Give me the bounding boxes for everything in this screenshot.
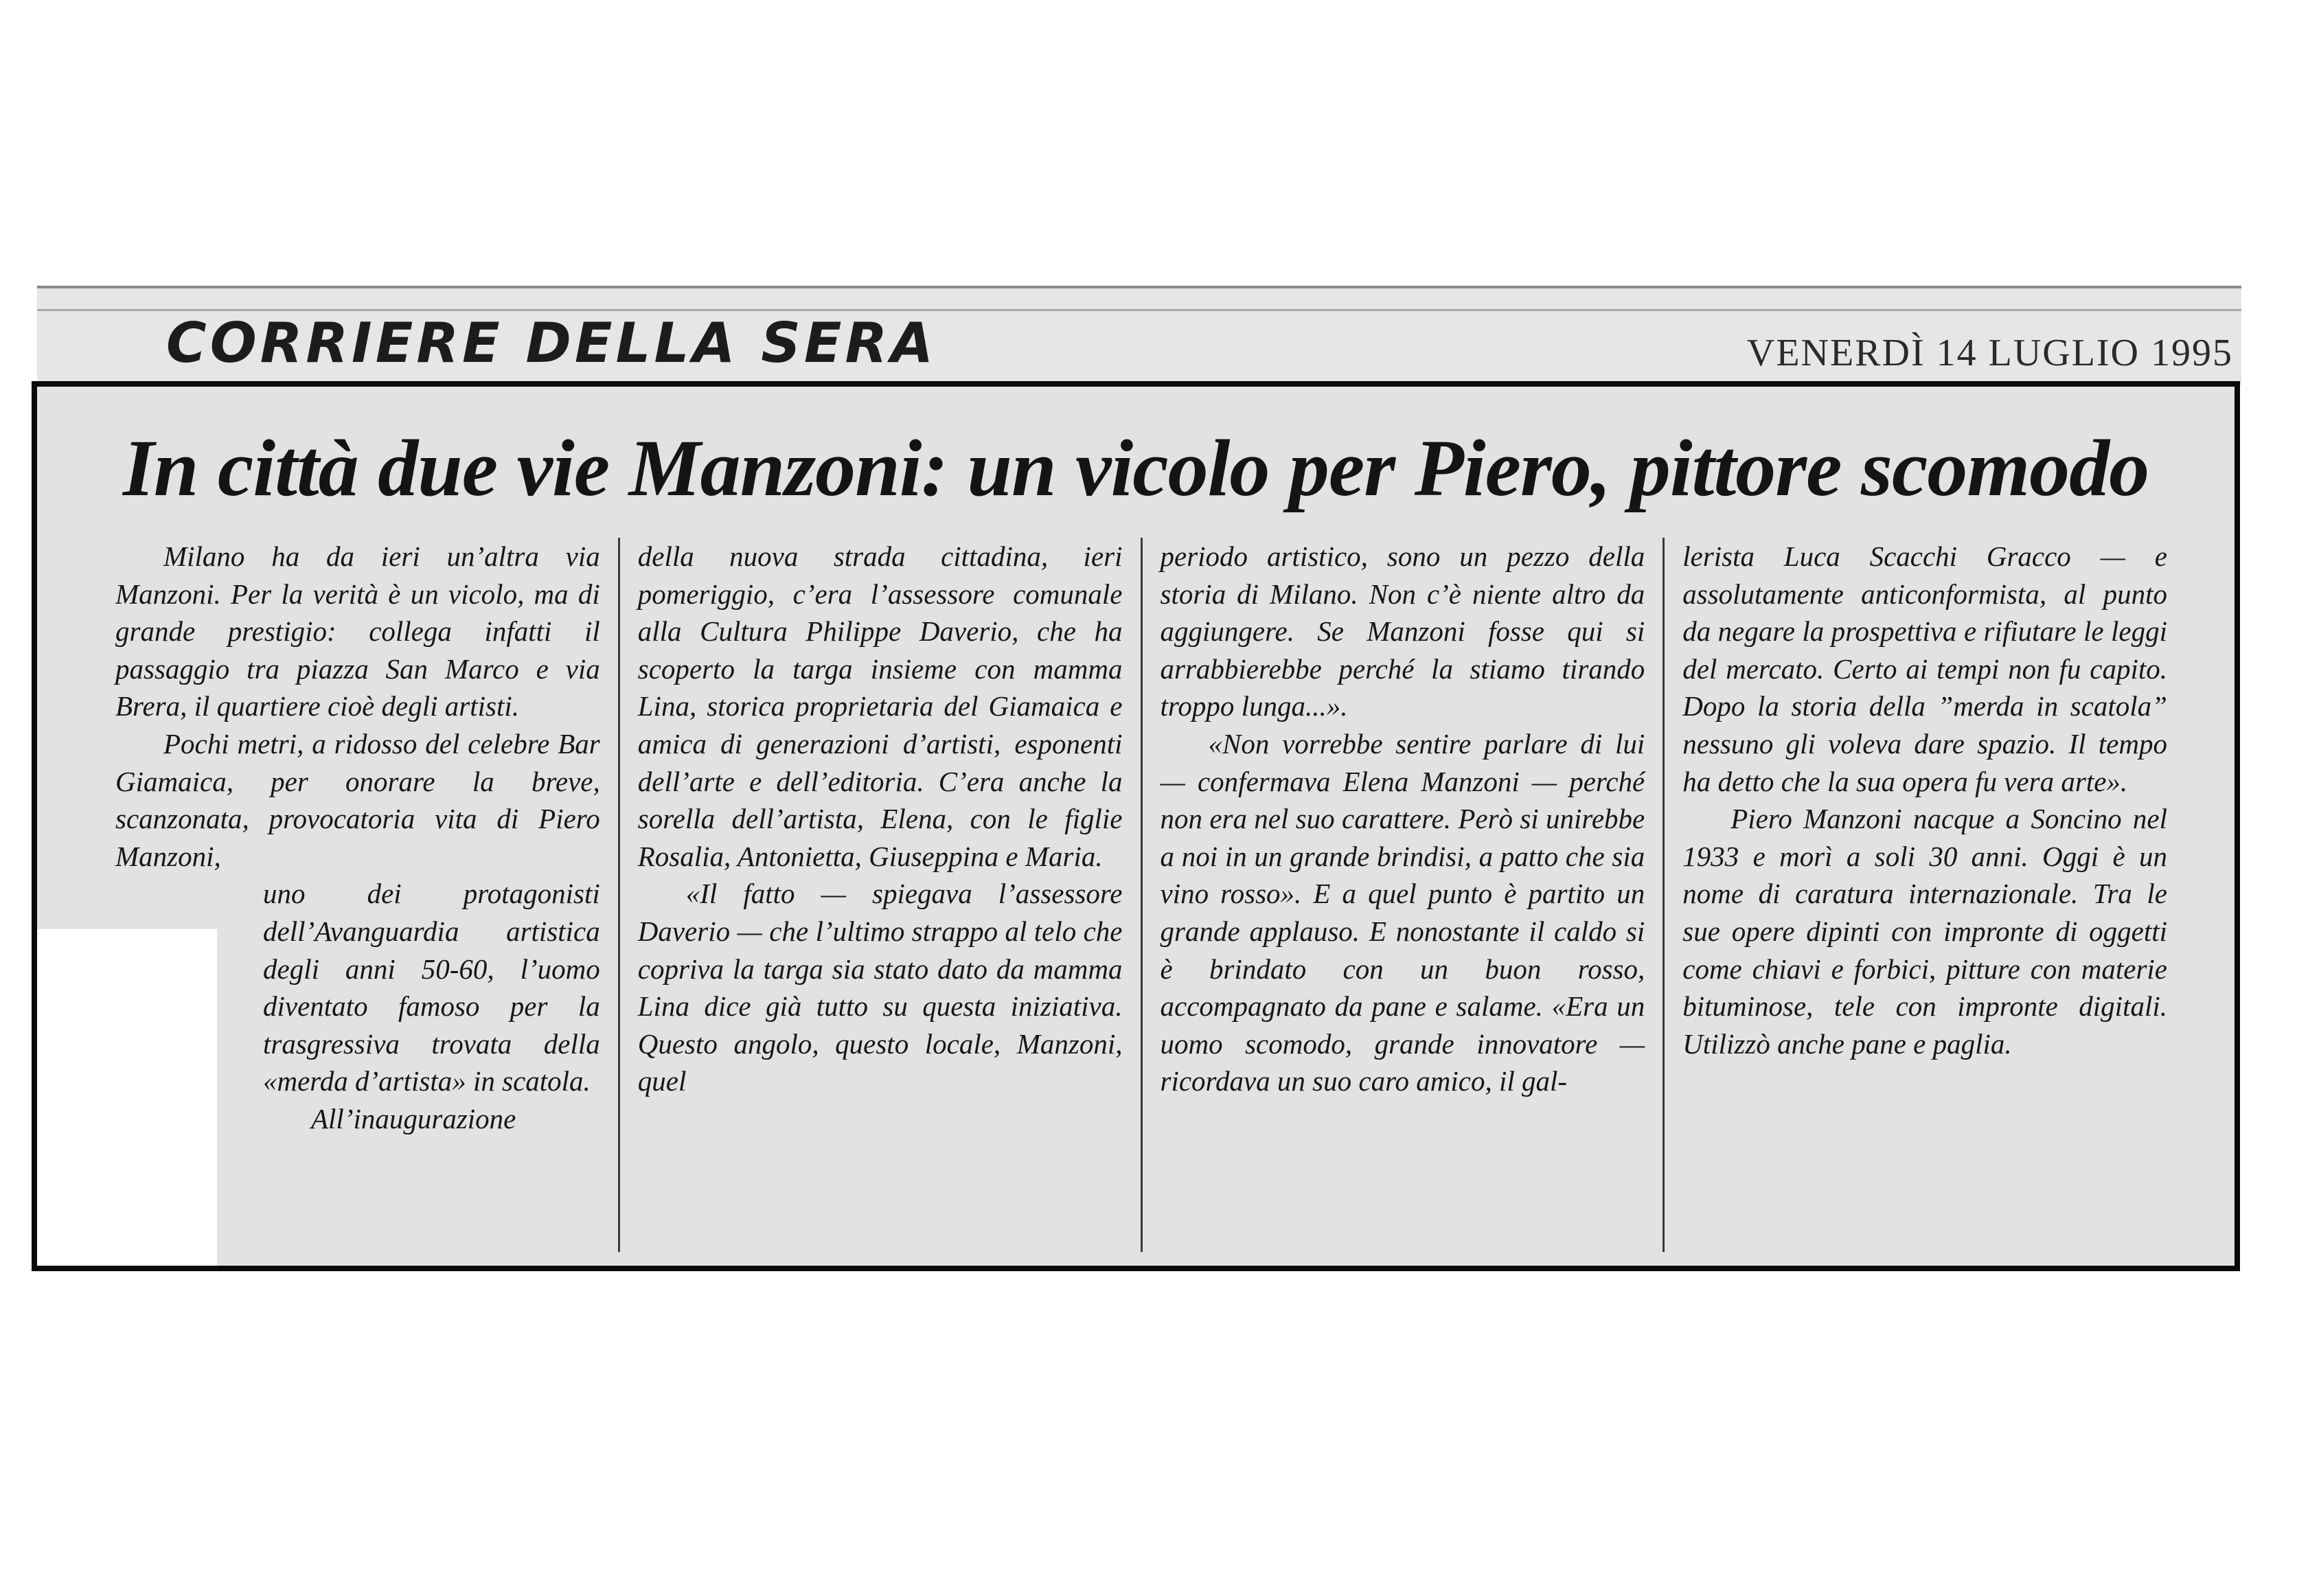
paragraph: Milano ha da ieri un’altra via Manzoni. Per la verità è un vicolo, ma di grande prestigio: collega infatti il passaggio tra piazza San Marco e via Brera, il quartiere cioè degli artisti. — [115, 540, 600, 722]
publication-date: VENERDÌ 14 LUGLIO 1995 — [1746, 332, 2233, 374]
blank-patch — [37, 929, 217, 1266]
newspaper-masthead — [37, 286, 2241, 385]
article-columns — [98, 538, 2185, 1252]
paragraph: Pochi metri, a ridosso del celebre Bar Giamaica, per onorare la breve, scanzonata, provocatoria vita di Piero Manzoni, — [115, 727, 600, 872]
article-headline: In città due vie Manzoni: un vicolo per Piero, pittore scomodo — [122, 423, 2149, 513]
paragraph: «Non vorrebbe sentire parlare di lui — confermava Elena Manzoni — perché non era nel suo carattere. Però si unirebbe a noi in un grande brindisi, a patto che sia vino rosso». E a quel punto è partito un grande applauso. E nonostante il caldo si è brindato con un buon rosso, accompagnato da pane e salame. «Era un uomo scomodo, grande innovatore — ricordava un suo caro amico, il gal- — [1160, 727, 1645, 1097]
article-clipping — [32, 381, 2240, 1271]
paragraph: lerista Luca Scacchi Gracco — e assolutamente anticonformista, al punto da negare la prospettiva e rifiutare le leggi del mercato. Certo ai tempi non fu capito. Dopo la storia della ”merda in scatola” nessuno gli voleva dare spazio. Il tempo ha detto che la sua opera fu vera arte». — [1682, 540, 2167, 797]
paragraph: Piero Manzoni nacque a Soncino nel 1933 e morì a soli 30 anni. Oggi è un nome di caratura internazionale. Tra le sue opere dipinti con impronte di oggetti come chiavi e forbici, pitture con materie bituminose, tele con impronte digitali. Utilizzò anche pane e paglia. — [1682, 803, 2167, 1060]
paragraph: della nuova strada cittadina, ieri pomeriggio, c’era l’assessore comunale alla Cultura Philippe Daverio, che ha scoperto la targa insieme con mamma Lina, storica proprietaria del Giamaica e amica di generazioni d’artisti, esponenti dell’arte e dell’editoria. C’era anche la sorella dell’artista, Elena, con le figlie Rosalia, Antonietta, Giuseppina e Maria. — [637, 540, 1123, 872]
article-column-3 — [1141, 538, 1663, 1252]
paragraph: «Il fatto — spiegava l’assessore Daverio — che l’ultimo strappo al telo che copriva la targa sia stato dato da mamma Lina dice già tutto su questa iniziativa. Questo angolo, questo locale, Manzoni, quel — [637, 878, 1123, 1097]
newspaper-name: CORRIERE DELLA SERA — [166, 311, 937, 375]
paragraph: All’inaugurazione — [311, 1102, 516, 1135]
paragraph: uno dei protagonisti dell’Avanguardia artistica degli anni 50-60, l’uomo diventato famoso per la trasgressiva trovata della «merda d’artista» in scatola. — [263, 878, 600, 1097]
paragraph: periodo artistico, sono un pezzo della storia di Milano. Non c’è niente altro da aggiungere. Se Manzoni fosse qui si arrabbierebbe perché la stiamo tirando troppo lunga...». — [1160, 540, 1645, 722]
article-column-4 — [1662, 538, 2185, 1252]
article-column-2 — [618, 538, 1141, 1252]
